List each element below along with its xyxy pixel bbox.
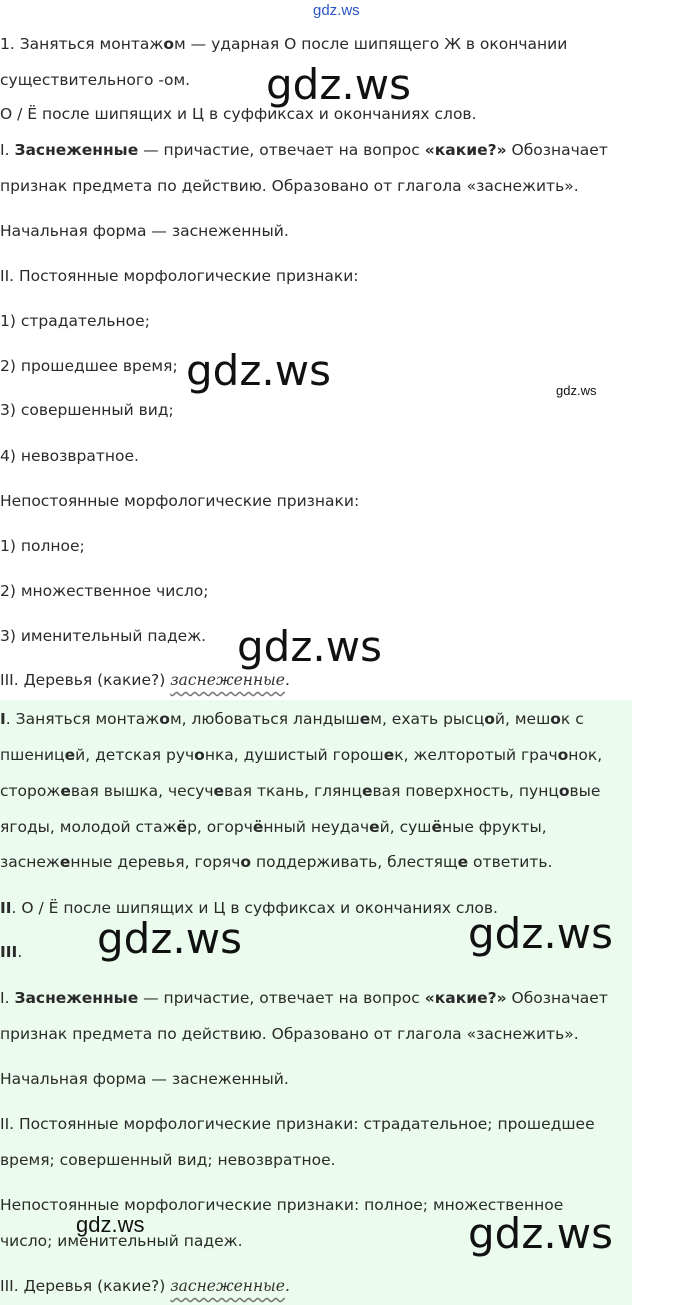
text: ответить.: [468, 853, 553, 871]
watermark: gdz.ws: [468, 1209, 613, 1258]
green-line-1: [0, 709, 584, 729]
bold-letter: е: [362, 782, 373, 800]
text: вые: [569, 782, 601, 800]
text: нка, душистый горош: [204, 746, 384, 764]
bold-word: «какие?»: [424, 141, 507, 159]
line-6: Начальная форма — заснеженный.: [0, 222, 289, 240]
text: — причастие, отвечает на вопрос: [138, 989, 425, 1007]
text: к с: [560, 710, 584, 728]
text: нный неудач: [263, 818, 370, 836]
green-line-14: число; именительный падеж.: [0, 1232, 243, 1250]
watermark: gdz.ws: [266, 60, 411, 109]
green-line-3: [0, 781, 600, 801]
line-15: 3) именительный падеж.: [0, 627, 207, 645]
line-14: 2) множественное число;: [0, 582, 209, 600]
line-7: II. Постоянные морфологические признаки:: [0, 267, 359, 285]
bold-letter: е: [213, 782, 225, 800]
text: . О / Ё после шипящих и Ц в суффиксах и окончаниях слов.: [11, 899, 498, 917]
text: . Заняться монтаж: [5, 710, 160, 728]
bold-letter: ё: [176, 818, 188, 836]
line-4: [0, 140, 608, 160]
bold-word: Заснеженные: [14, 989, 139, 1007]
text: ные фрукты,: [441, 818, 547, 836]
text: вая вышка, чесуч: [70, 782, 214, 800]
bold-word: «какие?»: [424, 989, 507, 1007]
bold-word: Заснеженные: [14, 141, 139, 159]
line-12: Непостоянные морфологические признаки:: [0, 492, 360, 510]
text: к, желторотый грач: [394, 746, 558, 764]
green-line-12: время; совершенный вид; невозвратное.: [0, 1151, 336, 1169]
bold-letter: о: [558, 782, 570, 800]
text: р, огорч: [187, 818, 253, 836]
green-line-6: [0, 898, 498, 918]
bold-letter: е: [60, 782, 71, 800]
text: .: [284, 671, 290, 689]
text: III. Деревья (какие?): [0, 671, 171, 689]
green-line-9: признак предмета по действию. Образовано от глагола «заснежить».: [0, 1025, 579, 1043]
bold-letter: ё: [431, 818, 442, 836]
text: нные деревья, горяч: [70, 853, 241, 871]
bold-letter: о: [163, 35, 175, 53]
text: Обозначает: [506, 141, 608, 159]
bold-letter: о: [159, 710, 170, 728]
line-10: 3) совершенный вид;: [0, 401, 174, 419]
line-2: существительного -ом.: [0, 71, 191, 89]
text: м, ехать рысц: [370, 710, 485, 728]
watermark-small: gdz.ws: [556, 383, 597, 398]
bold-letter: е: [64, 746, 76, 764]
text: III. Деревья (какие?): [0, 1277, 171, 1295]
bold-letter: е: [369, 818, 380, 836]
bold-letter: е: [59, 853, 71, 871]
text: .: [17, 943, 23, 961]
watermark: gdz.ws: [468, 909, 613, 958]
text: 1. Заняться монтаж: [0, 35, 164, 53]
line-3: О / Ё после шипящих и Ц в суффиксах и окончаниях слов.: [0, 105, 477, 123]
line-11: 4) невозвратное.: [0, 447, 139, 465]
bold-letter: II: [0, 899, 12, 917]
text: м, любоваться ландыш: [169, 710, 360, 728]
watermark: gdz.ws: [97, 914, 242, 963]
bold-letter: е: [359, 710, 371, 728]
text: пшениц: [0, 746, 65, 764]
green-line-13: Непостоянные морфологические признаки: полное; множественное: [0, 1196, 564, 1214]
green-line-5: [0, 852, 552, 872]
handwritten-word: заснеженные: [170, 1277, 285, 1295]
line-13: 1) полное;: [0, 537, 85, 555]
text: м — ударная О после шипящего Ж в окончании: [174, 35, 568, 53]
green-line-11: II. Постоянные морфологические признаки: страдательное; прошедшее: [0, 1115, 595, 1133]
bold-letter: о: [550, 710, 561, 728]
line-5: признак предмета по действию. Образовано от глагола «заснежить».: [0, 177, 579, 195]
text: й, суш: [379, 818, 432, 836]
watermark: gdz.ws: [237, 622, 382, 671]
green-line-8: [0, 988, 608, 1008]
text: .: [284, 1277, 290, 1295]
text: поддерживать, блестящ: [251, 853, 458, 871]
bold-letter: I: [0, 710, 6, 728]
watermark-small: gdz.ws: [76, 1212, 145, 1237]
text: й, детская руч: [75, 746, 195, 764]
text: — причастие, отвечает на вопрос: [138, 141, 425, 159]
site-watermark-top: gdz.ws: [313, 2, 360, 19]
text: заснеж: [0, 853, 60, 871]
green-line-7: [0, 942, 22, 962]
handwritten-word: заснеженные: [170, 671, 285, 689]
bold-letter: е: [457, 853, 469, 871]
text: й, меш: [494, 710, 551, 728]
text: вая ткань, глянц: [224, 782, 363, 800]
text: I.: [0, 989, 15, 1007]
text: нок,: [568, 746, 603, 764]
text: вая поверхность, пунц: [372, 782, 559, 800]
green-line-10: Начальная форма — заснеженный.: [0, 1070, 289, 1088]
text: I.: [0, 141, 15, 159]
line-16: [0, 670, 290, 690]
text: Обозначает: [506, 989, 608, 1007]
line-9: 2) прошедшее время;: [0, 357, 178, 375]
bold-letter: о: [557, 746, 569, 764]
text: сторож: [0, 782, 61, 800]
line-1: [0, 34, 567, 54]
line-8: 1) страдательное;: [0, 312, 150, 330]
bold-letter: ё: [252, 818, 264, 836]
green-line-15: [0, 1276, 290, 1296]
green-line-2: [0, 745, 602, 765]
watermark: gdz.ws: [186, 346, 331, 395]
bold-letter: е: [383, 746, 395, 764]
text: ягоды, молодой стаж: [0, 818, 177, 836]
bold-letter: о: [194, 746, 205, 764]
green-line-4: [0, 817, 547, 837]
bold-letter: о: [240, 853, 252, 871]
bold-letter: III: [0, 943, 18, 961]
bold-letter: о: [484, 710, 495, 728]
